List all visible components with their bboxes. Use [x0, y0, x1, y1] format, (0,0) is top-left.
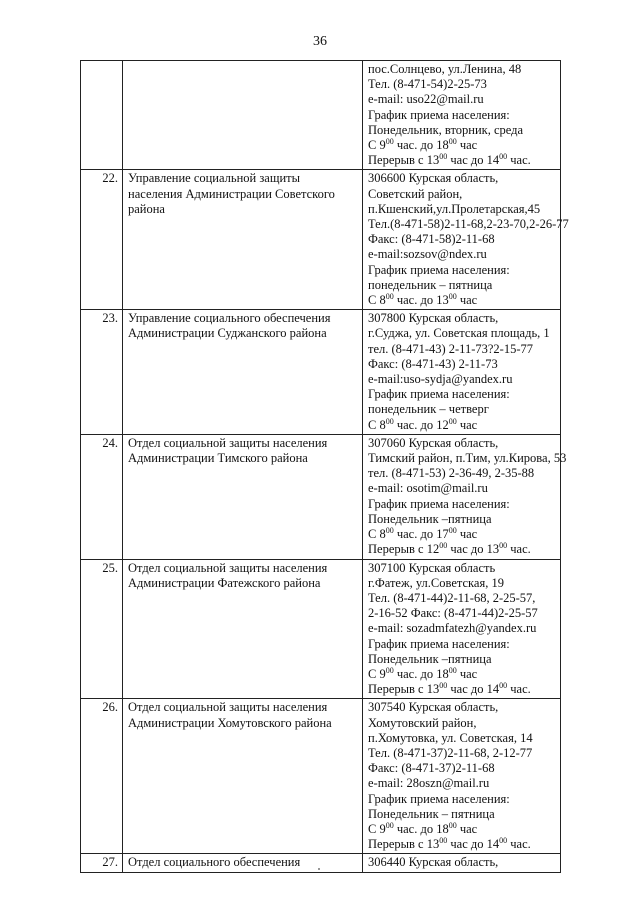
contact-text: Советский район, [368, 186, 463, 201]
minutes-superscript: 00 [448, 137, 457, 147]
minutes-superscript: 00 [448, 416, 457, 426]
minutes-superscript: 00 [439, 836, 448, 846]
contact-info-line [368, 387, 556, 402]
contact-text: час [456, 293, 478, 308]
contact-info-line [368, 436, 556, 451]
contact-info-cell [363, 699, 561, 854]
contact-info-line [368, 731, 556, 746]
organization-name-line: Отдел социальной защиты населения [128, 435, 328, 450]
contact-text: понедельник – пятница [368, 277, 493, 292]
contact-text: час. до 13 [393, 293, 449, 308]
contact-info-line [368, 108, 556, 123]
row-number-cell: 27. [81, 854, 123, 872]
organization-name-line: Отдел социальной защиты населения [128, 560, 328, 575]
contact-text: час. до 18 [393, 666, 449, 681]
organization-name-cell [123, 170, 363, 310]
contact-text: г.Суджа, ул. Советская площадь, 1 [368, 326, 550, 341]
contact-text: час [456, 527, 478, 542]
contact-text: С 9 [368, 821, 386, 836]
minutes-superscript: 00 [385, 665, 394, 675]
contact-info-line [368, 77, 556, 92]
organization-name-line: Управление социальной защиты [128, 171, 301, 186]
contact-info-line [368, 247, 556, 262]
contact-info-line [368, 542, 556, 557]
contact-text: Факс: (8-471-58)2-11-68 [368, 232, 495, 247]
organization-name-line: Администрации Тимского района [128, 451, 308, 466]
row-number-cell: 22. [81, 170, 123, 310]
contact-text: Понедельник –пятница [368, 511, 492, 526]
contact-info-line [368, 776, 556, 791]
contact-text: час [456, 138, 478, 153]
contact-info-cell [363, 559, 561, 699]
contact-info-line [368, 807, 556, 822]
contact-info-line [368, 232, 556, 247]
contact-info-line [368, 716, 556, 731]
contact-text: 307800 Курская область, [368, 311, 499, 326]
contact-text: час до 14 [447, 682, 500, 697]
contact-info-line [368, 342, 556, 357]
contact-text: e-mail: sozadmfatezh@yandex.ru [368, 621, 537, 636]
contact-text: График приема населения: [368, 107, 510, 122]
contact-text: e-mail: 28oszn@mail.ru [368, 776, 490, 791]
organization-name-line: населения Администрации Советского [128, 186, 335, 201]
contact-info-line [368, 138, 556, 153]
contact-info-line [368, 293, 556, 308]
contact-info-line [368, 357, 556, 372]
contact-info-line [368, 62, 556, 77]
contact-text: понедельник – четверг [368, 402, 489, 417]
contact-text: г.Фатеж, ул.Советская, 19 [368, 575, 504, 590]
contact-text: 306600 Курская область, [368, 171, 499, 186]
row-number-cell: 26. [81, 699, 123, 854]
contact-info-line [368, 418, 556, 433]
minutes-superscript: 00 [385, 526, 394, 536]
contact-info-line [368, 700, 556, 715]
contact-text: С 8 [368, 293, 386, 308]
contact-info-line [368, 652, 556, 667]
contact-text: Факс: (8-471-37)2-11-68 [368, 761, 495, 776]
contact-info-line [368, 637, 556, 652]
contact-info-line [368, 591, 556, 606]
minutes-superscript: 00 [448, 665, 457, 675]
row-number-cell [81, 61, 123, 170]
contact-info-line [368, 372, 556, 387]
minutes-superscript: 00 [385, 292, 394, 302]
contact-text: График приема населения: [368, 636, 510, 651]
organization-name-line: Администрации Фатежского района [128, 575, 321, 590]
contact-info-line [368, 561, 556, 576]
minutes-superscript: 00 [439, 681, 448, 691]
contact-text: График приема населения: [368, 791, 510, 806]
table-row [81, 434, 561, 559]
contact-text: час. до 18 [393, 138, 449, 153]
scan-speck [318, 868, 320, 870]
contact-text: Перерыв с 12 [368, 542, 440, 557]
table-row [81, 699, 561, 854]
contact-text: e-mail: osotim@mail.ru [368, 481, 488, 496]
contact-info-line [368, 217, 569, 232]
minutes-superscript: 00 [385, 137, 394, 147]
contact-info-cell [363, 434, 567, 559]
contact-info-line [368, 153, 556, 168]
organization-name-line: района [128, 201, 165, 216]
contact-text: п.Хомутовка, ул. Советская, 14 [368, 730, 533, 745]
contact-text: Понедельник, вторник, среда [368, 122, 524, 137]
minutes-superscript: 00 [439, 152, 448, 162]
contact-info-line [368, 822, 556, 837]
contact-text: Тел. (8-471-44)2-11-68, 2-25-57, [368, 590, 536, 605]
table-row [81, 61, 561, 170]
contact-info-line [368, 667, 556, 682]
minutes-superscript: 00 [448, 292, 457, 302]
contact-text: С 9 [368, 138, 386, 153]
table-row [81, 854, 561, 872]
contact-info-line [368, 512, 556, 527]
contact-info-line [368, 761, 556, 776]
contact-text: Перерыв с 13 [368, 153, 440, 168]
organization-name-cell [123, 434, 363, 559]
contact-info-line [368, 481, 556, 496]
table-body [81, 61, 569, 873]
contact-info-line [368, 311, 556, 326]
contact-info-line [368, 451, 567, 466]
contact-text: 307060 Курская область, [368, 435, 499, 450]
contact-info-line [368, 263, 556, 278]
organization-name-cell [123, 854, 363, 872]
contact-text: Понедельник – пятница [368, 806, 495, 821]
contact-info-line [368, 621, 556, 636]
contact-text: Тел. (8-471-37)2-11-68, 2-12-77 [368, 745, 533, 760]
minutes-superscript: 00 [499, 681, 508, 691]
contact-text: e-mail:uso-sydja@yandex.ru [368, 372, 513, 387]
organization-name-cell [123, 310, 363, 435]
contact-text: Тел.(8-471-58)2-11-68,2-23-70,2-26-77 [368, 217, 569, 232]
minutes-superscript: 00 [439, 541, 448, 551]
contact-text: С 8 [368, 527, 386, 542]
organization-name-line: Администрации Суджанского района [128, 326, 327, 341]
contact-text: Понедельник –пятница [368, 651, 492, 666]
contact-info-line [368, 792, 556, 807]
organization-name-line: Отдел социальной защиты населения [128, 700, 328, 715]
contact-info-line [368, 326, 556, 341]
row-number-cell: 23. [81, 310, 123, 435]
contact-text: Перерыв с 13 [368, 837, 440, 852]
contact-info-line [368, 92, 556, 107]
contact-info-cell [363, 854, 561, 872]
contact-info-line [368, 402, 556, 417]
contact-text: час. до 17 [393, 527, 449, 542]
contact-text: График приема населения: [368, 387, 510, 402]
table-row [81, 310, 561, 435]
minutes-superscript: 00 [385, 416, 394, 426]
contact-info-cell [363, 170, 569, 310]
contact-text: час. [507, 542, 531, 557]
contact-text: тел. (8-471-43) 2-11-73?2-15-77 [368, 341, 534, 356]
table-row [81, 559, 561, 699]
page-number: 36 [313, 34, 327, 49]
contact-text: График приема населения: [368, 262, 510, 277]
contact-info-line [368, 682, 556, 697]
contact-text: Тел. (8-471-54)2-25-73 [368, 77, 487, 92]
organization-name-line: Отдел социального обеспечения [128, 855, 301, 870]
contact-text: час [456, 417, 478, 432]
organization-name-cell [123, 699, 363, 854]
contact-info-cell [363, 61, 561, 170]
contact-text: час. до 12 [393, 417, 449, 432]
minutes-superscript: 00 [448, 820, 457, 830]
organization-name-line: Администрации Хомутовского района [128, 715, 332, 730]
contact-info-cell [363, 310, 561, 435]
contact-info-line [368, 202, 556, 217]
minutes-superscript: 00 [448, 526, 457, 536]
social-services-table [80, 60, 569, 873]
contact-info-line [368, 171, 556, 186]
contact-text: Перерыв с 13 [368, 682, 440, 697]
contact-text: График приема населения: [368, 496, 510, 511]
row-number-cell: 24. [81, 434, 123, 559]
contact-text: Тимский район, п.Тим, ул.Кирова, 53 [368, 451, 567, 466]
contact-text: час. [507, 837, 531, 852]
row-number-cell: 25. [81, 559, 123, 699]
contact-text: e-mail: uso22@mail.ru [368, 92, 484, 107]
contact-info-line [368, 746, 556, 761]
contact-text: час. [507, 153, 531, 168]
contact-text: час до 13 [447, 542, 500, 557]
contact-text: Хомутовский район, [368, 715, 477, 730]
contact-text: п.Кшенский,ул.Пролетарская,45 [368, 201, 541, 216]
table-row [81, 170, 561, 310]
contact-text: час. [507, 682, 531, 697]
contact-info-line [368, 497, 556, 512]
contact-text: час до 14 [447, 837, 500, 852]
contact-text: Факс: (8-471-43) 2-11-73 [368, 356, 498, 371]
contact-text: С 8 [368, 417, 386, 432]
organization-name-cell [123, 61, 363, 170]
contact-info-line [368, 278, 556, 293]
contact-info-line [368, 527, 556, 542]
minutes-superscript: 00 [499, 152, 508, 162]
contact-text: час. до 18 [393, 821, 449, 836]
contact-info-line [368, 606, 556, 621]
contact-text: 306440 Курская область, [368, 855, 499, 870]
contact-info-line [368, 466, 556, 481]
contact-text: час [456, 821, 478, 836]
minutes-superscript: 00 [385, 820, 394, 830]
organization-name-cell [123, 559, 363, 699]
minutes-superscript: 00 [499, 836, 508, 846]
contact-text: тел. (8-471-53) 2-36-49, 2-35-88 [368, 466, 535, 481]
contact-info-line [368, 837, 556, 852]
contact-text: 307540 Курская область, [368, 700, 499, 715]
contact-text: час до 14 [447, 153, 500, 168]
organization-name-line: Управление социального обеспечения [128, 311, 331, 326]
contact-info-line [368, 576, 556, 591]
minutes-superscript: 00 [499, 541, 508, 551]
contact-info-line [368, 855, 556, 870]
contact-text: С 9 [368, 666, 386, 681]
contact-text: час [456, 666, 478, 681]
contact-text: пос.Солнцево, ул.Ленина, 48 [368, 62, 522, 76]
contact-text: 2-16-52 Факс: (8-471-44)2-25-57 [368, 606, 538, 621]
contact-info-line [368, 123, 556, 138]
contact-info-line [368, 187, 556, 202]
contact-text: e-mail:sozsov@ndex.ru [368, 247, 487, 262]
contact-text: 307100 Курская область [368, 560, 496, 575]
